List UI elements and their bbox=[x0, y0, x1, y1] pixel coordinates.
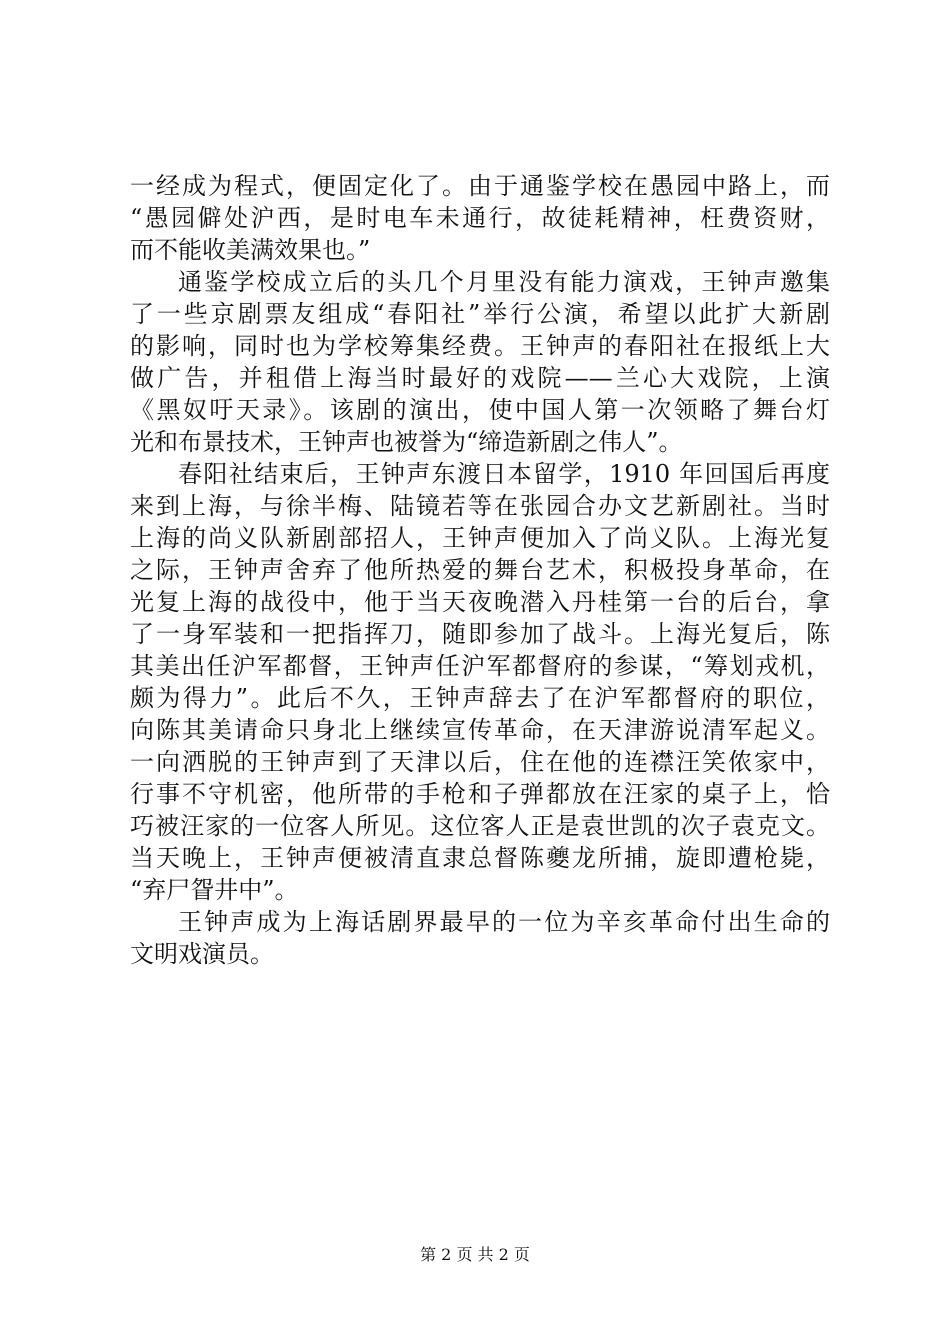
text-line: 文明戏演员。 bbox=[130, 940, 274, 968]
text-line: 其美出任沪军都督，王钟声任沪军都督府的参谋，“筹划戎机， bbox=[130, 652, 830, 680]
text-line: 巧被汪家的一位客人所见。这位客人正是袁世凯的次子袁克文。 bbox=[130, 812, 830, 840]
text-line: 做广告，并租借上海当时最好的戏院——兰心大戏院，上演 bbox=[130, 364, 830, 392]
text-line: 的影响，同时也为学校筹集经费。王钟声的春阳社在报纸上大 bbox=[130, 332, 830, 360]
text-line: 光和布景技术，王钟声也被誉为“缔造新剧之伟人”。 bbox=[130, 428, 683, 456]
page-footer: 第 2 页 共 2 页 bbox=[420, 1245, 530, 1264]
text-line: 了一些京剧票友组成“春阳社”举行公演，希望以此扩大新剧 bbox=[130, 300, 830, 328]
text-line: 了一身军装和一把指挥刀，随即参加了战斗。上海光复后，陈 bbox=[130, 620, 830, 648]
text-line: 而不能收美满效果也。” bbox=[130, 236, 371, 264]
body-text bbox=[130, 170, 830, 970]
text-line: 一经成为程式，便固定化了。由于通鉴学校在愚园中路上，而 bbox=[130, 172, 830, 200]
text-line: 来到上海，与徐半梅、陆镜若等在张园合办文艺新剧社。当时 bbox=[130, 492, 830, 520]
text-line: 《黑奴吁天录》。该剧的演出，使中国人第一次领略了舞台灯 bbox=[130, 396, 830, 424]
text-line: 行事不守机密，他所带的手枪和子弹都放在汪家的桌子上，恰 bbox=[130, 780, 830, 808]
text-line: 光复上海的战役中，他于当天夜晚潜入丹桂第一台的后台，拿 bbox=[130, 588, 830, 616]
text-line: 之际，王钟声舍弃了他所热爱的舞台艺术，积极投身革命，在 bbox=[130, 556, 830, 584]
text-line: 向陈其美请命只身北上继续宣传革命，在天津游说清军起义。 bbox=[130, 716, 830, 744]
paragraph-first-line: 王钟声成为上海话剧界最早的一位为辛亥革命付出生命的 bbox=[178, 908, 830, 936]
text-line: 当天晚上，王钟声便被清直隶总督陈夔龙所捕，旋即遭枪毙， bbox=[130, 844, 830, 872]
text-line: “愚园僻处沪西，是时电车未通行，故徒耗精神，枉费资财， bbox=[130, 204, 830, 232]
paragraph-first-line: 春阳社结束后，王钟声东渡日本留学，1910 年回国后再度 bbox=[178, 460, 830, 488]
paragraph-first-line: 通鉴学校成立后的头几个月里没有能力演戏，王钟声邀集 bbox=[178, 268, 830, 296]
text-line: 上海的尚义队新剧部招人，王钟声便加入了尚义队。上海光复 bbox=[130, 524, 830, 552]
text-line: 颇为得力”。此后不久，王钟声辞去了在沪军都督府的职位， bbox=[130, 684, 830, 712]
text-line: “弃尸眢井中”。 bbox=[130, 876, 299, 904]
text-line: 一向洒脱的王钟声到了天津以后，住在他的连襟汪笑侬家中， bbox=[130, 748, 830, 776]
